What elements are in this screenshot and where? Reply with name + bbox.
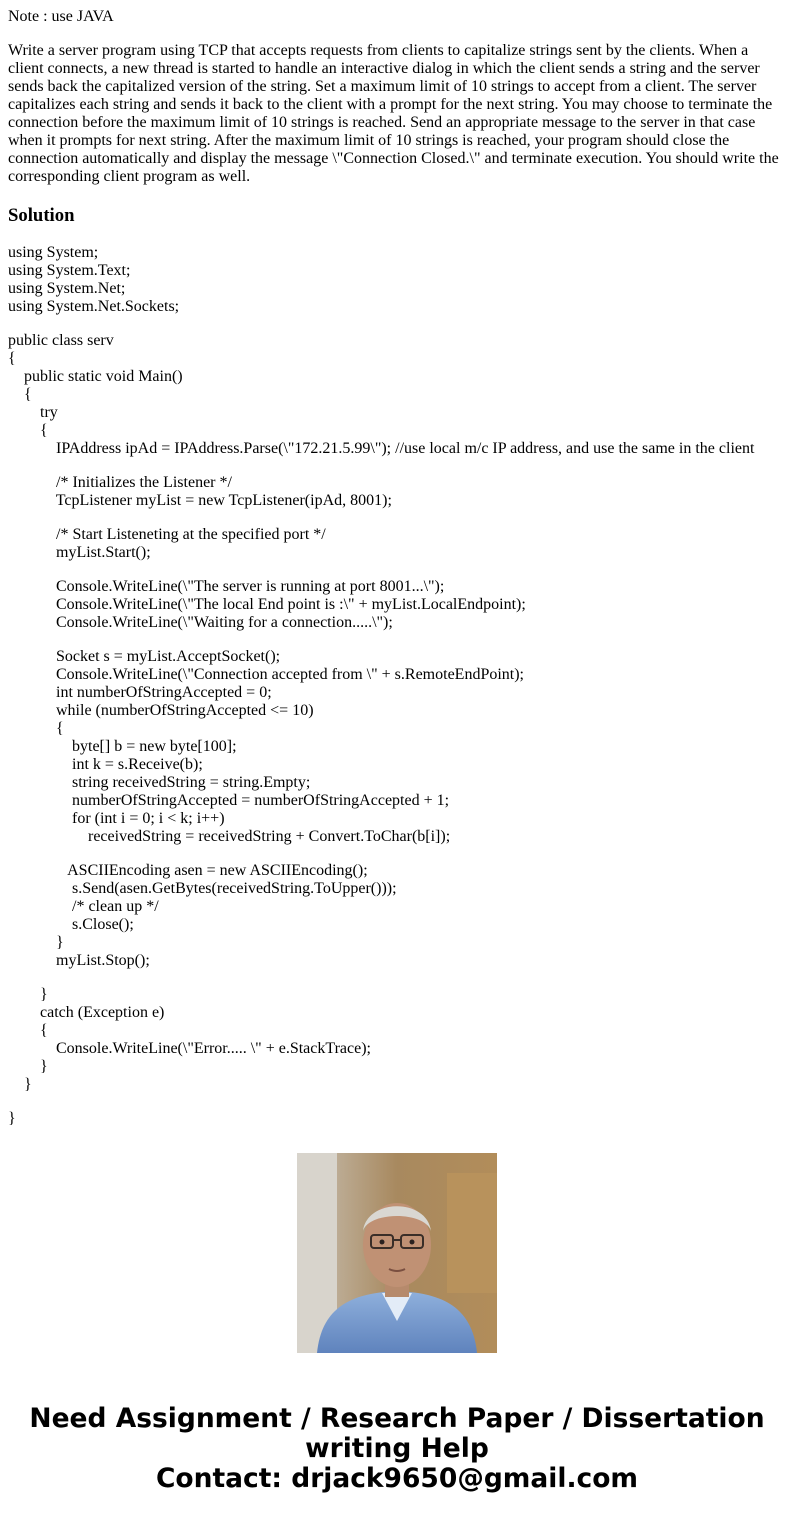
code-line: while (numberOfStringAccepted <= 10) <box>8 702 314 719</box>
code-line: /* clean up */ <box>8 898 159 915</box>
code-line: s.Close(); <box>8 916 134 933</box>
code-line: { <box>8 422 48 439</box>
code-line <box>8 316 786 332</box>
code-line: myList.Stop(); <box>8 952 150 969</box>
code-lines <box>8 244 786 1128</box>
code-line: TcpListener myList = new TcpListener(ipAd, 8001); <box>8 492 392 509</box>
code-line: using System.Net.Sockets; <box>8 298 180 315</box>
code-line <box>8 632 786 648</box>
code-line: } <box>8 1058 48 1075</box>
note-text: Note : use JAVA <box>8 8 114 25</box>
code-line: /* Initializes the Listener */ <box>8 474 232 491</box>
code-line <box>8 970 786 986</box>
promo-line-1: Need Assignment / Research Paper / Dissertation <box>29 1403 765 1434</box>
code-line: try <box>8 404 58 421</box>
promo-line-2: writing Help <box>305 1433 489 1464</box>
code-block <box>8 244 786 1127</box>
document <box>8 8 786 1127</box>
code-line: public class serv <box>8 332 114 349</box>
promo-line-3: Contact: drjack9650@gmail.com <box>155 1463 639 1494</box>
author-photo <box>297 1153 497 1353</box>
code-line: using System.Net; <box>8 280 126 297</box>
code-line: } <box>8 1076 32 1093</box>
solution-heading: Solution <box>8 205 75 226</box>
code-line: for (int i = 0; i < k; i++) <box>8 810 225 827</box>
code-line: string receivedString = string.Empty; <box>8 774 311 791</box>
code-line: receivedString = receivedString + Convert.ToChar(b[i]); <box>8 828 451 845</box>
code-line: IPAddress ipAd = IPAddress.Parse(\"172.21.5.99\"); //use local m/c IP address, and use the same in the client <box>8 440 755 457</box>
code-line: Console.WriteLine(\"The server is running at port 8001...\"); <box>8 578 445 595</box>
code-line: } <box>8 986 48 1003</box>
code-line <box>8 562 786 578</box>
code-line: Console.WriteLine(\"The local End point is :\" + myList.LocalEndpoint); <box>8 596 526 613</box>
promo-banner <box>0 1404 794 1494</box>
code-line: public static void Main() <box>8 368 183 385</box>
code-line: s.Send(asen.GetBytes(receivedString.ToUpper())); <box>8 880 397 897</box>
code-line <box>8 1094 786 1110</box>
code-line: int numberOfStringAccepted = 0; <box>8 684 272 701</box>
code-line: using System.Text; <box>8 262 131 279</box>
code-line: { <box>8 350 16 367</box>
code-line: myList.Start(); <box>8 544 151 561</box>
code-line: { <box>8 720 64 737</box>
code-line: Console.WriteLine(\"Connection accepted from \" + s.RemoteEndPoint); <box>8 666 524 683</box>
code-line: { <box>8 1022 48 1039</box>
question-text: Write a server program using TCP that accepts requests from clients to capitalize strings sent by the clients. When a client connects, a new thread is started to handle an interactive dialog in which the client sends a string and the server sends back the capitalized version of the string. Set a maximum limit of 10 strings to accept from a client. The server capitalizes each string and sends it back to the client with a prompt for the next string. You may choose to terminate the connection before the maximum limit of 10 strings is reached. Send an appropriate message to the server in that case when it prompts for next string. After the maximum limit of 10 strings is reached, your program should close the connection automatically and display the message \"Connection Closed.\" and terminate execution. You should write the corresponding client program as well. <box>8 42 779 185</box>
code-line: Console.WriteLine(\"Waiting for a connection.....\"); <box>8 614 393 631</box>
code-line: ASCIIEncoding asen = new ASCIIEncoding(); <box>8 862 368 879</box>
code-line: } <box>8 1110 16 1127</box>
code-line: catch (Exception e) <box>8 1004 165 1021</box>
code-line: { <box>8 386 32 403</box>
code-line <box>8 510 786 526</box>
code-line: Console.WriteLine(\"Error..... \" + e.StackTrace); <box>8 1040 371 1057</box>
code-line: byte[] b = new byte[100]; <box>8 738 237 755</box>
code-line: } <box>8 934 64 951</box>
code-line: Socket s = myList.AcceptSocket(); <box>8 648 281 665</box>
code-line: /* Start Listeneting at the specified port */ <box>8 526 326 543</box>
code-line <box>8 846 786 862</box>
code-line: numberOfStringAccepted = numberOfStringAccepted + 1; <box>8 792 450 809</box>
code-line: using System; <box>8 244 99 261</box>
code-line <box>8 458 786 474</box>
code-line: int k = s.Receive(b); <box>8 756 203 773</box>
